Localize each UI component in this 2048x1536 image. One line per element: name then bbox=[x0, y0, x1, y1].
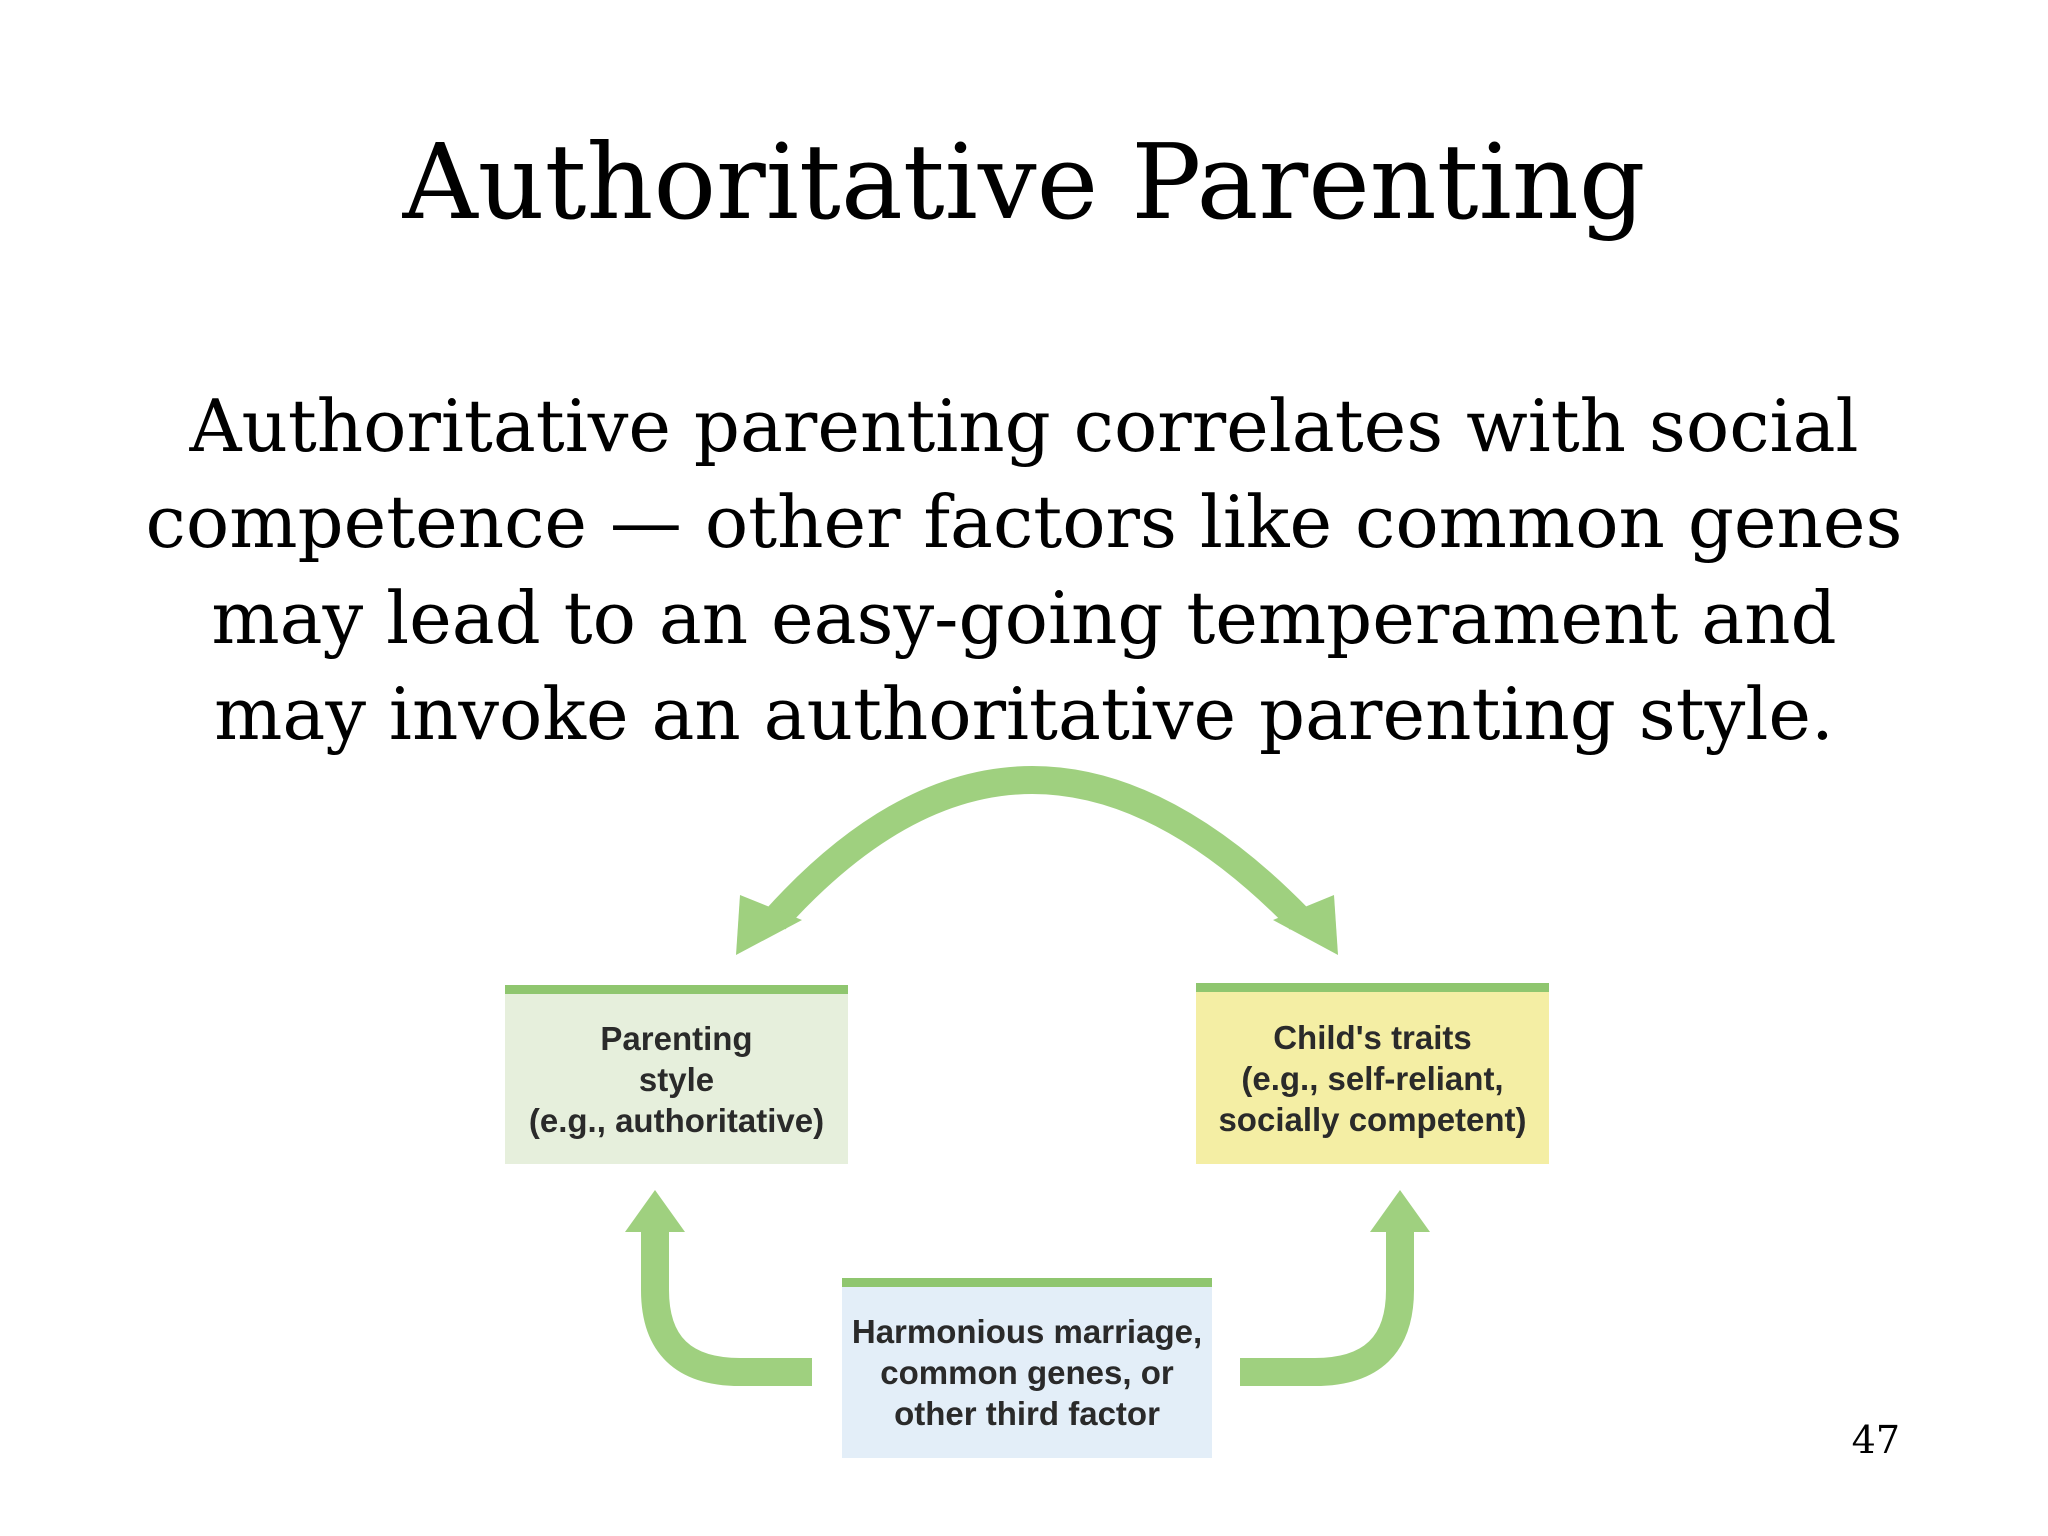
third-factor-box bbox=[842, 1278, 1212, 1458]
box-line: socially competent) bbox=[1218, 1100, 1527, 1138]
box-line: (e.g., self-reliant, bbox=[1241, 1059, 1504, 1097]
childs-traits-box bbox=[1196, 983, 1549, 1164]
body-line: Authoritative parenting correlates with social bbox=[189, 384, 1859, 468]
third-to-child-arrow bbox=[1240, 1230, 1400, 1372]
box-line: other third factor bbox=[894, 1395, 1160, 1432]
box-line: (e.g., authoritative) bbox=[528, 1101, 825, 1139]
box-line: Child's traits bbox=[1273, 1018, 1472, 1056]
third-to-parenting-arrow bbox=[655, 1230, 812, 1372]
slide-title: Authoritative Parenting bbox=[402, 121, 1646, 243]
body-line: may invoke an authoritative parenting style. bbox=[214, 672, 1834, 756]
parenting-style-box bbox=[505, 985, 848, 1164]
body-line: competence — other factors like common genes bbox=[145, 480, 1903, 564]
page-number: 47 bbox=[1851, 1418, 1900, 1462]
up-arrowhead-left bbox=[625, 1190, 685, 1232]
bidirectional-arc-arrow bbox=[775, 780, 1300, 920]
up-arrowhead-right bbox=[1370, 1190, 1430, 1232]
box-line: style bbox=[638, 1060, 715, 1098]
box-line: Harmonious marriage, bbox=[851, 1313, 1203, 1350]
box-line: Parenting bbox=[600, 1019, 753, 1057]
body-line: may lead to an easy-going temperament and bbox=[211, 576, 1837, 660]
box-line: common genes, or bbox=[880, 1354, 1174, 1391]
